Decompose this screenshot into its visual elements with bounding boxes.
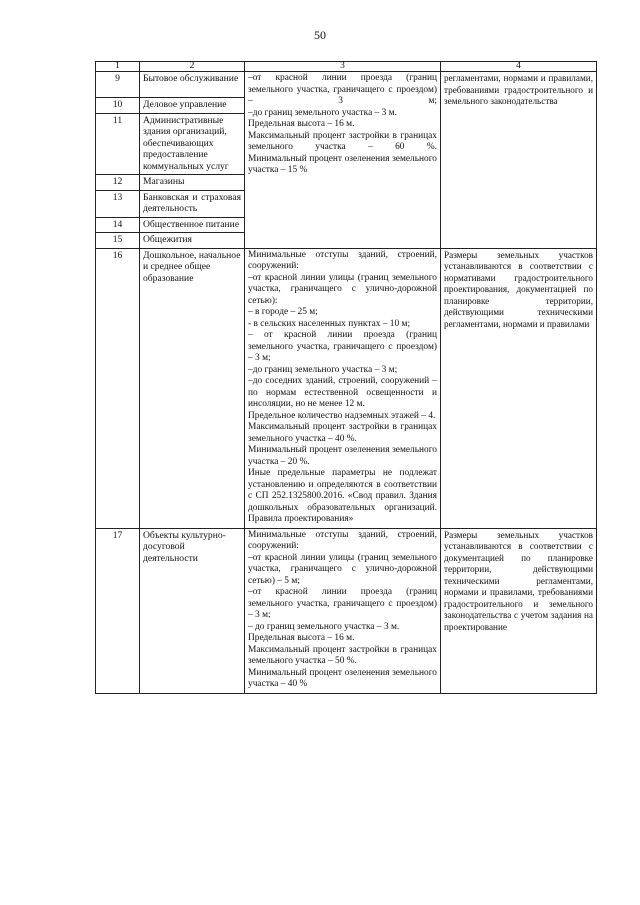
row-number: 13 bbox=[96, 190, 140, 217]
column-header: 2 bbox=[140, 62, 245, 72]
use-name: Административные здания организаций, обеспечивающих предоставление коммунальных услуг bbox=[140, 113, 245, 175]
row-number: 11 bbox=[96, 113, 140, 175]
parameter-line: –от красной линии улицы (границ земельного участка, граничащего с улично-дорожной сетью): bbox=[248, 272, 437, 306]
parameter-line: Минимальный процент озеленения земельного участка – 15 % bbox=[248, 153, 437, 175]
table-row bbox=[96, 72, 597, 98]
parameter-line: Минимальный процент озеленения земельного участка – 40 % bbox=[248, 667, 437, 689]
parameter-line: Предельная высота – 16 м. bbox=[248, 119, 355, 129]
parameter-line: Максимальный процент застройки в границах земельного участка – 40 %. bbox=[248, 422, 437, 444]
use-name: Деловое управление bbox=[140, 98, 245, 114]
requirements-cell: Размеры земельных участков устанавливаются в соответствии с нормативами градостроительного проектирования, документацией по планировке территории, действующими техническими регламентами, нормами и правилами bbox=[441, 248, 597, 528]
parameters-cell bbox=[245, 72, 441, 249]
parameter-line: –от красной линии проезда (границ земельного участка, граничащего с проездом) – 3 м; bbox=[248, 587, 437, 620]
use-name: Банковская и страховая деятельность bbox=[140, 190, 245, 217]
parameter-line: Минимальный процент озеленения земельного участка – 20 %. bbox=[248, 445, 437, 467]
parameter-line: Иные предельные параметры не подлежат установлению и определяются в соответствии с СП 252.1325800.2016. «Свод правил. Здания дошкольных образовательных организаций. Правила проектирования» bbox=[248, 468, 437, 524]
table-row bbox=[96, 528, 597, 693]
parameter-line: –до границ земельного участка – 3 м; bbox=[248, 364, 398, 375]
use-name: Дошкольное, начальное и среднее общее образование bbox=[140, 248, 245, 528]
parameter-line: Максимальный процент застройки в границах земельного участка – 50 %. bbox=[248, 644, 437, 666]
parameters-cell bbox=[245, 248, 441, 528]
page-number: 50 bbox=[314, 28, 326, 42]
parameter-line: Максимальный процент застройки в границах земельного участка – 60 %. bbox=[248, 130, 437, 152]
parameter-line: Предельная высота – 16 м. bbox=[248, 633, 355, 643]
column-header: 4 bbox=[441, 62, 597, 72]
parameter-line: – от красной линии проезда (границ земельного участка, граничащего с проездом) – 3 м; bbox=[248, 330, 437, 363]
parameter-line: Минимальные отступы зданий, строений, сооружений: bbox=[248, 529, 437, 551]
parameter-line: –до соседних зданий, строений, сооружений – по нормам естественной освещенности и инсоляции, но не менее 12 м. bbox=[248, 376, 437, 409]
use-name: Общежития bbox=[140, 233, 245, 249]
parameter-line: Предельное количество надземных этажей – 4. bbox=[248, 410, 436, 421]
column-header: 1 bbox=[96, 62, 140, 72]
parameter-line: – в городе – 25 м; bbox=[248, 307, 318, 317]
table-header-row bbox=[96, 62, 597, 72]
parameter-line: –до границ земельного участка – 3 м. bbox=[248, 107, 397, 118]
row-number: 17 bbox=[96, 528, 140, 693]
row-number: 9 bbox=[96, 72, 140, 98]
requirements-cell: регламентами, нормами и правилами, требованиями градостроительного и земельного законодательства bbox=[441, 72, 597, 249]
parameter-line: –от красной линии проезда (границ земельного участка, граничащего с проездом) – 3 м; bbox=[248, 73, 437, 106]
use-name: Бытовое обслуживание bbox=[140, 72, 245, 98]
row-number: 16 bbox=[96, 248, 140, 528]
zoning-table bbox=[95, 61, 597, 694]
use-name: Общественное питание bbox=[140, 217, 245, 233]
requirements-cell: Размеры земельных участков устанавливаются в соответствии с документацией по планировке территории, действующими техническими регламентами, нормами и правилами, требованиями градостроительного и земельного законодательства с учетом задания на проектирование bbox=[441, 528, 597, 693]
row-number: 12 bbox=[96, 175, 140, 191]
parameter-line: - в сельских населенных пунктах – 10 м; bbox=[248, 318, 411, 329]
parameter-line: Минимальные отступы зданий, строений, сооружений: bbox=[248, 249, 437, 271]
row-number: 10 bbox=[96, 98, 140, 114]
row-number: 14 bbox=[96, 217, 140, 233]
column-header: 3 bbox=[245, 62, 441, 72]
row-number: 15 bbox=[96, 233, 140, 249]
parameters-cell bbox=[245, 528, 441, 693]
table-row bbox=[96, 248, 597, 528]
parameter-line: – до границ земельного участка – 3 м. bbox=[248, 621, 400, 632]
parameter-line: –от красной линии улицы (границ земельного участка, граничащего с улично-дорожной сетью) – 5 м; bbox=[248, 552, 437, 586]
use-name: Объекты культурно-досуговой деятельности bbox=[140, 528, 245, 693]
use-name: Магазины bbox=[140, 175, 245, 191]
